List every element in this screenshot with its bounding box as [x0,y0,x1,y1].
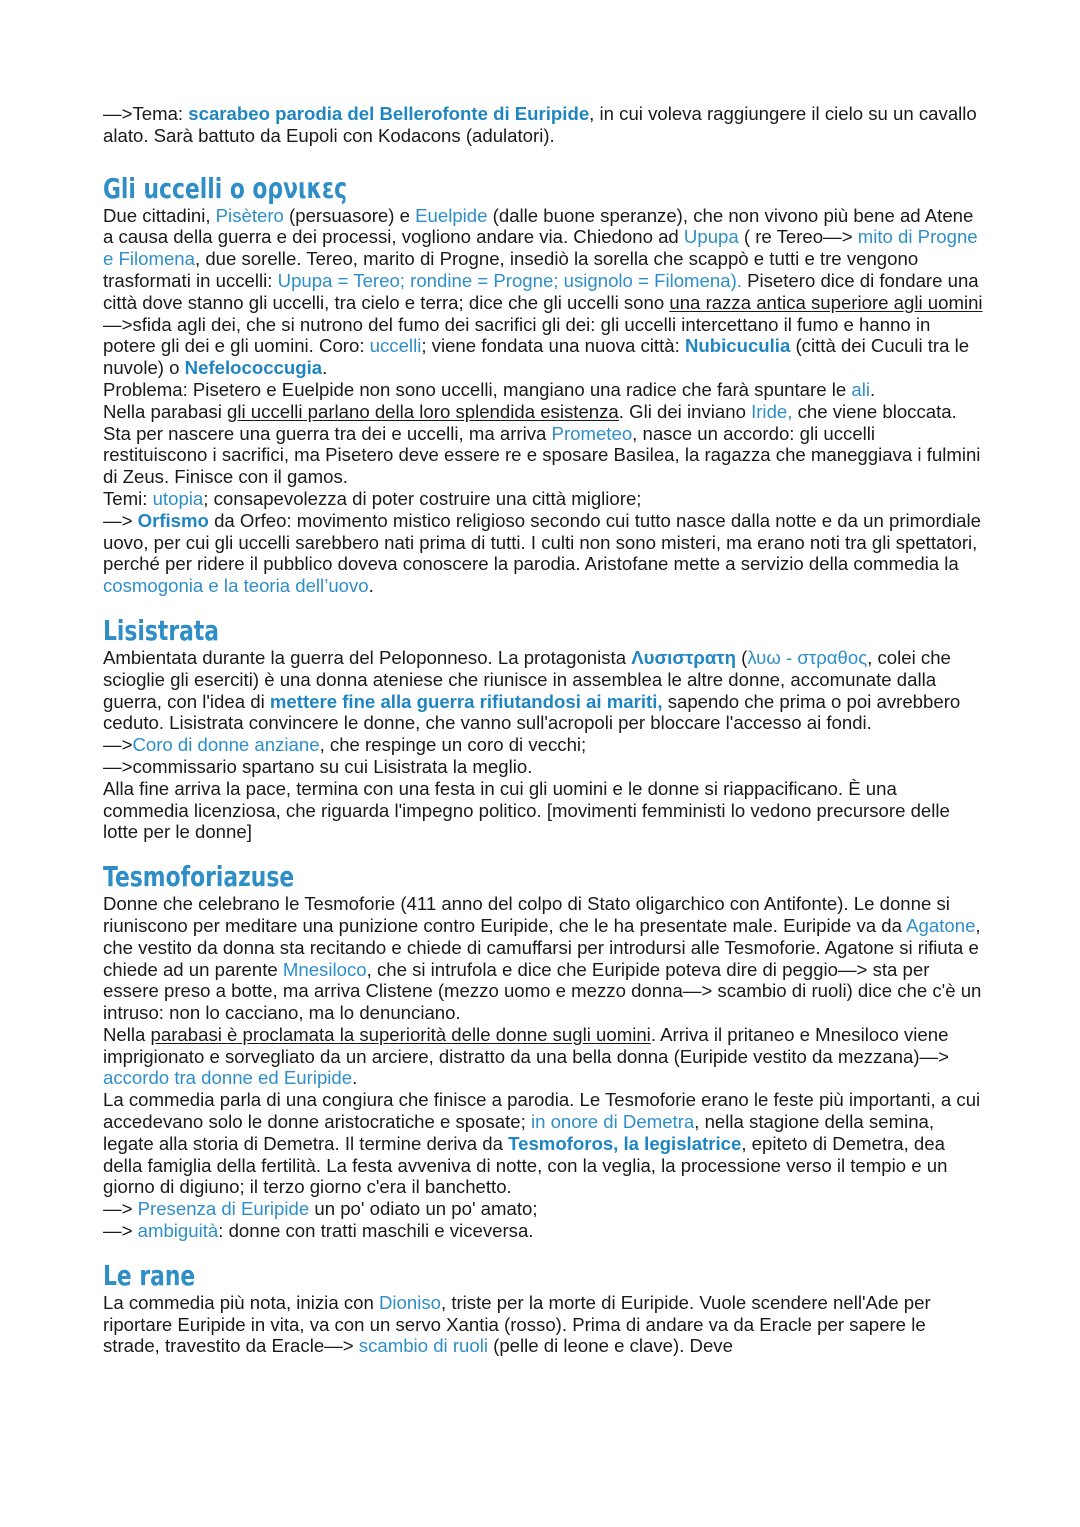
text: (dalle buone speranze), che non vivono più bene ad Atene a causa della guerra e dei processi, vogliono andare via. Chiedono ad [103,204,974,248]
rane-paragraph-1 [103,1292,983,1357]
tesmo-paragraph-4 [103,1198,983,1220]
text: , colei che scioglie gli eserciti) è una donna ateniese che riunisce in assemblea le altre donne, accomunate dalla guerra, con l'idea di [103,646,951,712]
text: ( re Tereo—> [738,226,858,248]
text: ; viene fondata una nuova città: [421,335,685,357]
term: Iride, [751,400,793,422]
text: : donne con tratti maschili e viceversa. [218,1220,534,1242]
highlight: Tesmoforos, la legislatrice [508,1132,742,1154]
text: . [368,575,374,597]
text: La commedia parla di una congiura che finisce a parodia. Le Tesmoforie erano le feste più importanti, a cui accedevano solo le donne aristocratiche e sposate; [103,1089,981,1133]
lisistrata-paragraph-4: Alla fine arriva la pace, termina con una festa in cui gli uomini e le donne si riappacificano. È una commedia licenziosa, che riguarda l'impegno politico. [movimenti femministi lo vedono precursore delle lotte per le donne] [103,777,950,843]
text: , due sorelle. Tereo, marito di Progne, insediò la sorella che scappò e tutti e tre vengono trasformati in uccelli: [103,248,919,291]
text: . Arriva il pritaneo e Mnesiloco viene imprigionato e sorvegliato da un arciere, distratto da una bella donna (Euripide vestito da mezzana)—> [103,1023,949,1067]
tesmo-paragraph-1 [103,893,983,1024]
heading-uccelli: Gli uccelli o ορνικες [103,171,348,205]
uccelli-paragraph-5 [103,510,983,597]
highlight: mettere fine alla guerra rifiutandosi ai mariti, [269,690,663,712]
term: uccelli [369,335,422,357]
text: —>sfida agli dei, che si nutrono del fumo dei sacrifici gli dei: gli uccelli intercettano il fumo e hanno in potere gli dei e gli uomini. Coro: [103,313,931,357]
highlight: scarabeo parodia del Bellerofonte di Euripide [188,103,590,124]
text: . [869,378,876,400]
lisistrata-paragraph-1 [103,647,983,734]
text: , nasce un accordo: gli uccelli restituiscono i sacrifici, ma Pisetero deve essere re e sposare Basilea, la ragazza che maneggiava i fulmini di Zeus. Finisce con il gamos. [103,422,981,488]
term: Upupa [683,226,739,248]
text: —>Tema: [103,103,189,124]
highlight: Λυσιστρατη [631,646,736,668]
term: Pisètero [215,204,284,226]
highlight: Nubicuculia [684,335,791,357]
text: , che si intrufola e dice che Euripide poteva dire di peggio—> sta per essere preso a botte, ma arriva Clistene (mezzo uomo e mezzo donna—> scambio di ruoli) dice che c'è un intruso: non lo cacciano, ma lo denunciano. [103,958,982,1024]
text: , che vestito da donna sta recitando e chiede di camuffarsi per introdursi alle Tesmoforie. Agatone si rifiuta e chiede ad un parente [103,914,981,980]
text: ( [735,646,748,668]
text: , in cui voleva raggiungere il cielo su un cavallo alato. Sarà battuto da Eupoli con Kodacons (adulatori). [103,103,977,146]
highlight: Nefelococcugia [184,357,323,379]
term: utopia [152,487,204,509]
text: , triste per la morte di Euripide. Vuole scendere nell'Ade per riportare Euripide in vita, va con un servo Xantia (rosso). Prima di andare va da Eracle per sapere le strade, travestito da Eracle—> [103,1291,931,1357]
tesmo-paragraph-5 [103,1220,983,1242]
term: Euelpide [415,204,488,226]
text: che viene bloccata. Sta per nascere una guerra tra dei e uccelli, ma arriva [103,400,957,444]
text: . Gli dei inviano [618,400,752,422]
term: ali [851,378,870,400]
term: accordo tra donne ed Euripide [103,1067,353,1089]
uccelli-paragraph-3 [103,401,983,488]
term: Presenza di Euripide [137,1198,310,1220]
text: (città dei Cuculi tra le nuvole) o [103,335,970,379]
text: —> [103,509,138,531]
text: . [352,1067,358,1089]
underlined-text: una razza antica superiore agli uomini [669,291,983,313]
text: —> [103,1220,138,1242]
term: ambiguità [137,1220,219,1242]
heading-tesmoforiazuse: Tesmoforiazuse [103,860,295,894]
term: mito di Progne e Filomena [103,226,978,270]
text: da Orfeo: movimento mistico religioso secondo cui tutto nasce dalla notte e da un primordiale uovo, per cui gli uccelli sarebbero nati prima di tutti. I culti non sono misteri, ma erano noti tra gli spettatori, perché per ridere il pubblico doveva conoscere la parodia. Aristofane mette a servizio della commedia la [103,509,981,575]
document-page [103,103,983,1357]
text: Donne che celebrano le Tesmoforie (411 anno del colpo di Stato oligarchico con Antifonte). Le donne si riuniscono per meditare una punizione contro Euripide, che le ha presentate male. Euripide va da [103,893,950,936]
underlined-text: parabasi è proclamata la superiorità delle donne sugli uomini [150,1023,651,1045]
term: Dioniso [378,1291,441,1313]
heading-rane: Le rane [103,1258,196,1292]
term: Mnesiloco [282,958,367,980]
uccelli-paragraph-2 [103,379,983,401]
text: , nella stagione della semina, legate alla storia di Demetra. Il termine deriva da [103,1111,935,1154]
text: —> [103,1198,138,1220]
text: Nella parabasi [103,400,228,422]
term: in onore di Demetra [530,1111,695,1133]
text: Due cittadini, [103,204,216,226]
text: , epiteto di Demetra, dea della famiglia della fertilità. La festa avveniva di notte, con la veglia, la processione verso il tempio e un giorno di digiuno; il terzo giorno c'era il banchetto. [103,1132,948,1198]
term: Coro di donne anziane [132,734,320,756]
tesmo-paragraph-2 [103,1024,983,1089]
term: cosmogonia e la teoria dell’uovo [103,575,369,597]
text: —> [103,734,133,756]
text: Temi: [103,487,153,509]
term: Agatone [906,914,976,936]
term: scambio di ruoli [358,1335,488,1357]
intro-paragraph [103,103,983,147]
text: Problema: Pisetero e Euelpide non sono uccelli, mangiano una radice che farà spuntare le [103,378,852,400]
term: Prometeo [551,422,633,444]
text: un po' odiato un po' amato; [309,1198,538,1220]
text: (pelle di leone e clave). Deve [487,1335,733,1357]
tesmo-paragraph-3 [103,1089,983,1198]
text: Nella [103,1023,151,1045]
text: La commedia più nota, inizia con [103,1291,379,1313]
heading-lisistrata: Lisistrata [103,613,220,647]
text: . [322,357,328,379]
highlight: Orfismo [137,509,209,531]
text: Pisetero dice di fondare una città dove stanno gli uccelli, tra cielo e terra; dice che gli uccelli sono [103,269,979,313]
term: λυω - στραθος [747,646,868,668]
lisistrata-paragraph-3: —>commissario spartano su cui Lisistrata la meglio. [103,755,533,777]
lisistrata-paragraph-2 [103,734,983,756]
text: , che respinge un coro di vecchi; [319,734,587,756]
text: Ambientata durante la guerra del Peloponneso. La protagonista [103,646,632,668]
text: sapendo che prima o poi avrebbero ceduto. Lisistrata convincere le donne, che vanno sull'acropoli per bloccare l'accesso ai fondi. [103,690,961,734]
term: Upupa = Tereo; rondine = Progne; usignolo = Filomena). [277,269,742,291]
uccelli-paragraph-1 [103,205,983,379]
text: ; consapevolezza di poter costruire una città migliore; [203,487,642,509]
text: (persuasore) e [283,204,416,226]
uccelli-paragraph-4 [103,488,983,510]
underlined-text: gli uccelli parlano della loro splendida esistenza [227,400,619,422]
